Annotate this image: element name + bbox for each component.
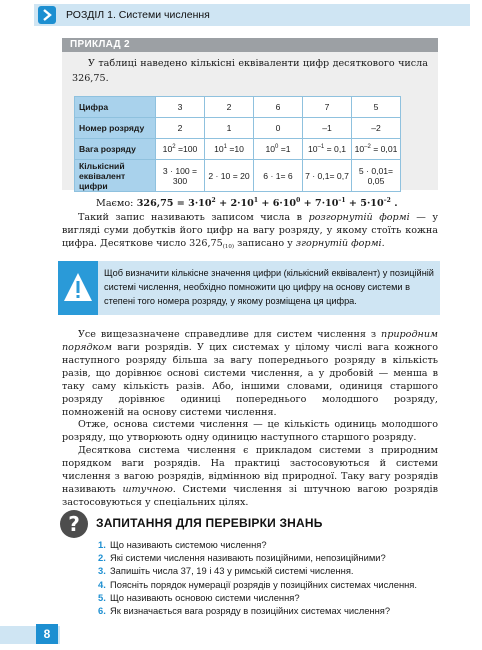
table-cell: 5	[352, 97, 401, 118]
table-cell: 6 · 1= 6	[254, 160, 303, 192]
example-label: ПРИКЛАД 2	[62, 38, 438, 52]
row-header: Вага розряду	[75, 139, 156, 160]
natural-order-paragraph: Усе вищезазначене справедливе для систем числення з природним порядком ваги розрядів. У цих системах у цілому числі вага кожного наступного розряду більша за вагу попереднього розряду в кількість разів, що дорівнює основі системи числення, а у дробовій — менша в таку саму кількість разів. Або, іншими словами, одиниця старшого розряду дорівнює одиниці попереднього молодшого розряду, помноженій на основу системи числення.	[62, 329, 438, 418]
rule-note-text: Щоб визначити кількісне значення цифри (кількісний еквівалент) у позиційній системі числення, необхідно помножити цю цифру на основу системи в степені того номера розряду, у якому розміщена ця цифра.	[104, 268, 434, 306]
row-header: Номер розряду	[75, 118, 156, 139]
warning-icon	[58, 261, 98, 315]
question-icon: ?	[60, 510, 88, 538]
chevron-right-icon	[38, 6, 56, 24]
table-cell: 1	[205, 118, 254, 139]
table-cell: $10^2 =100$	[156, 139, 205, 160]
table-cell: –2	[352, 118, 401, 139]
list-item: 1. Що називають системою числення?	[98, 539, 267, 550]
decimal-system-paragraph: Десяткова система числення є прикладом системи з природним порядком ваги розрядів. На практиці застосовуються й системи числення з вагою розрядів, відмінною від природної. Таку вагу розрядів називають штучною. Системи числення зі штучною вагою розрядів застосовуються у спеціальних цілях.	[62, 445, 438, 508]
table-cell: 7 · 0,1= 0,7	[303, 160, 352, 192]
table-row	[75, 160, 401, 192]
table-cell: 6	[254, 97, 303, 118]
questions-list	[98, 538, 448, 617]
example-text: У таблиці наведено кількісні еквіваленти цифр десяткового числа 326,75.	[72, 58, 428, 84]
table-cell: 7	[303, 97, 352, 118]
digit-equivalents-table	[74, 96, 401, 192]
table-cell: –1	[303, 118, 352, 139]
base-definition-paragraph: Отже, основа системи числення — це кількість одиниць молодшого розряду, що утворюють одну одиницю наступного старшого розряду.	[62, 419, 438, 443]
list-item: 6. Як визначається вага розряду в позиційних системах числення?	[98, 605, 391, 617]
row-header: Цифра	[75, 97, 156, 118]
list-item: 5. Що називають основою системи числення?	[98, 591, 300, 603]
table-cell: 0	[254, 118, 303, 139]
table-cell: $10^0 =1$	[254, 139, 303, 160]
table-cell: 2	[156, 118, 205, 139]
table-cell: 3 · 100 = 300	[156, 160, 205, 192]
table-row	[75, 97, 401, 118]
table-cell: $10^1 =10$	[205, 139, 254, 160]
list-item: 4. Поясніть порядок нумерації розрядів у позиційних системах числення.	[98, 578, 417, 590]
chapter-title: РОЗДІЛ 1. Системи числення	[66, 9, 210, 21]
table-cell: 2	[205, 97, 254, 118]
questions-title: ЗАПИТАННЯ ДЛЯ ПЕРЕВІРКИ ЗНАНЬ	[96, 516, 323, 530]
list-item: 3. Запишіть числа 37, 19 і 43 у римській системі числення.	[98, 565, 354, 577]
formula: Маємо: $326,75 = 3\cdot 10^2 + 2\cdot 10^1 + 6\cdot 10^0 + 7\cdot 10^{-1} + 5\cdot 10^{-2}$ .	[96, 197, 398, 209]
table-row	[75, 139, 401, 160]
table-cell: 5 · 0,01= 0,05	[352, 160, 401, 192]
page-number: 8	[36, 624, 58, 644]
table-row	[75, 118, 401, 139]
list-item: 2. Які системи числення називають позиційними, непозиційними?	[98, 552, 386, 564]
row-header: Кількісний еквівалент цифри	[75, 160, 156, 192]
expanded-form-paragraph: Такий запис називають записом числа в розгорнутій формі — у вигляді суми добутків його цифр на вагу розряду, у якому стоїть кожна цифра. Десяткове число $326,75_{(10)}$ записано у згорнутій формі.	[62, 212, 438, 250]
table-cell: 3	[156, 97, 205, 118]
table-cell: 2 · 10 = 20	[205, 160, 254, 192]
table-cell: $10^{-1} = 0,1$	[303, 139, 352, 160]
table-cell: $10^{-2} = 0,01$	[352, 139, 401, 160]
